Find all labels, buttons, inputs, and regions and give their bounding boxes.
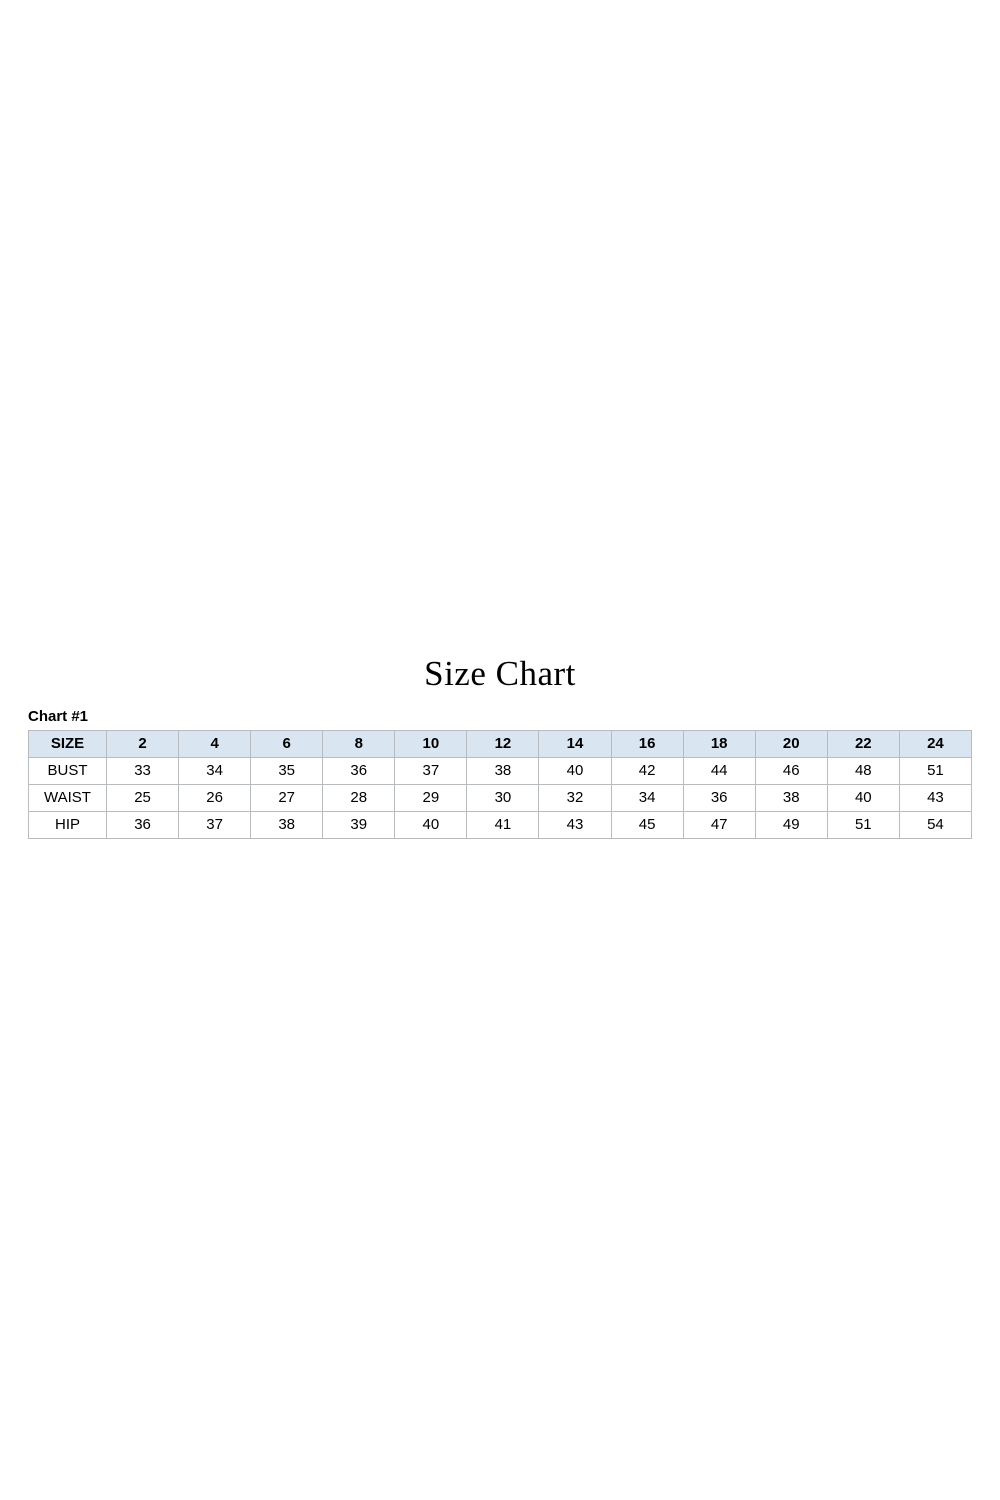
row-header-hip: HIP xyxy=(29,811,107,838)
column-header-2: 2 xyxy=(107,730,179,757)
cell-waist-4: 26 xyxy=(179,784,251,811)
cell-waist-24: 43 xyxy=(899,784,971,811)
cell-hip-6: 38 xyxy=(251,811,323,838)
cell-bust-10: 37 xyxy=(395,757,467,784)
cell-hip-18: 47 xyxy=(683,811,755,838)
cell-bust-18: 44 xyxy=(683,757,755,784)
cell-waist-12: 30 xyxy=(467,784,539,811)
cell-waist-2: 25 xyxy=(107,784,179,811)
cell-hip-22: 51 xyxy=(827,811,899,838)
cell-bust-22: 48 xyxy=(827,757,899,784)
cell-bust-16: 42 xyxy=(611,757,683,784)
cell-hip-2: 36 xyxy=(107,811,179,838)
cell-hip-8: 39 xyxy=(323,811,395,838)
cell-bust-24: 51 xyxy=(899,757,971,784)
cell-waist-14: 32 xyxy=(539,784,611,811)
cell-bust-2: 33 xyxy=(107,757,179,784)
column-header-24: 24 xyxy=(899,730,971,757)
column-header-20: 20 xyxy=(755,730,827,757)
column-header-8: 8 xyxy=(323,730,395,757)
table-header-row xyxy=(29,730,972,757)
cell-bust-14: 40 xyxy=(539,757,611,784)
cell-hip-20: 49 xyxy=(755,811,827,838)
column-header-4: 4 xyxy=(179,730,251,757)
cell-waist-8: 28 xyxy=(323,784,395,811)
cell-waist-22: 40 xyxy=(827,784,899,811)
cell-bust-8: 36 xyxy=(323,757,395,784)
page-title: Size Chart xyxy=(424,654,576,693)
column-header-6: 6 xyxy=(251,730,323,757)
cell-hip-12: 41 xyxy=(467,811,539,838)
column-header-18: 18 xyxy=(683,730,755,757)
cell-hip-4: 37 xyxy=(179,811,251,838)
chart-number-label: Chart #1 xyxy=(28,707,89,725)
cell-waist-20: 38 xyxy=(755,784,827,811)
cell-bust-20: 46 xyxy=(755,757,827,784)
cell-bust-12: 38 xyxy=(467,757,539,784)
column-header-16: 16 xyxy=(611,730,683,757)
column-header-10: 10 xyxy=(395,730,467,757)
cell-waist-16: 34 xyxy=(611,784,683,811)
table-body xyxy=(29,757,972,838)
cell-hip-10: 40 xyxy=(395,811,467,838)
row-header-bust: BUST xyxy=(29,757,107,784)
table-row xyxy=(29,811,972,838)
cell-waist-10: 29 xyxy=(395,784,467,811)
cell-waist-18: 36 xyxy=(683,784,755,811)
cell-bust-6: 35 xyxy=(251,757,323,784)
table-row xyxy=(29,784,972,811)
cell-hip-16: 45 xyxy=(611,811,683,838)
table-row xyxy=(29,757,972,784)
column-header-size: SIZE xyxy=(29,730,107,757)
column-header-14: 14 xyxy=(539,730,611,757)
size-chart-container xyxy=(0,655,1000,839)
column-header-12: 12 xyxy=(467,730,539,757)
size-chart-table xyxy=(28,730,972,839)
cell-hip-14: 43 xyxy=(539,811,611,838)
cell-waist-6: 27 xyxy=(251,784,323,811)
cell-hip-24: 54 xyxy=(899,811,971,838)
cell-bust-4: 34 xyxy=(179,757,251,784)
row-header-waist: WAIST xyxy=(29,784,107,811)
table-header xyxy=(29,730,972,757)
column-header-22: 22 xyxy=(827,730,899,757)
